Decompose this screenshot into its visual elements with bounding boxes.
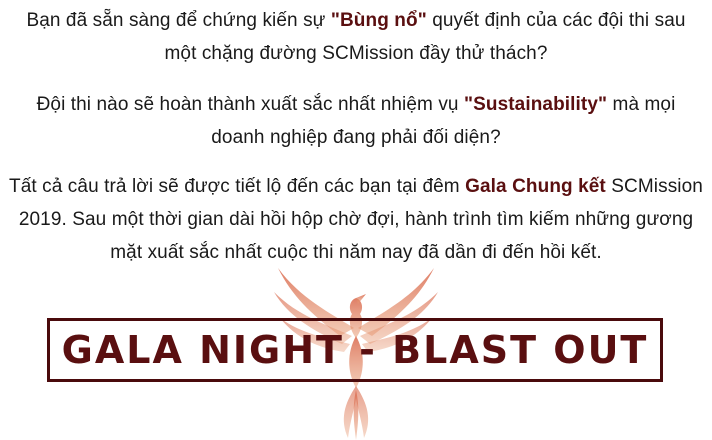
announcement-text-end: SCMission	[605, 176, 703, 197]
intro-paragraph	[0, 4, 712, 70]
announcement-text: Tất cả câu trả lời sẽ được tiết lộ đến các bạn tại đêm	[9, 176, 466, 197]
intro-line-1	[0, 4, 712, 37]
announcement-paragraph	[0, 170, 712, 269]
question-paragraph	[0, 88, 712, 154]
gala-chung-ket-highlight: Gala Chung kết	[465, 176, 606, 197]
question-line-1	[0, 88, 712, 121]
intro-line-2: một chặng đường SCMission đầy thử thách?	[164, 43, 548, 64]
bung-no-highlight: "Bùng nổ"	[330, 10, 427, 31]
question-text-end: mà mọi	[607, 94, 676, 115]
sustainability-highlight: "Sustainability"	[463, 94, 608, 115]
question-text: Đội thi nào sẽ hoàn thành xuất sắc nhất nhiệm vụ	[36, 94, 464, 115]
intro-text: Bạn đã sẵn sàng để chứng kiến sự	[26, 10, 331, 31]
question-line-2: doanh nghiệp đang phải đối diện?	[211, 127, 501, 148]
announcement-line-1	[0, 170, 712, 203]
announcement-line-2: 2019. Sau một thời gian dài hồi hộp chờ đợi, hành trình tìm kiếm những gương	[18, 209, 694, 230]
gala-night-banner	[47, 318, 663, 382]
intro-text-end: quyết định của các đội thi sau	[426, 10, 686, 31]
announcement-line-3: mặt xuất sắc nhất cuộc thi năm nay đã dần đi đến hồi kết.	[110, 242, 602, 263]
banner-title: GALA NIGHT - BLAST OUT	[61, 328, 649, 372]
